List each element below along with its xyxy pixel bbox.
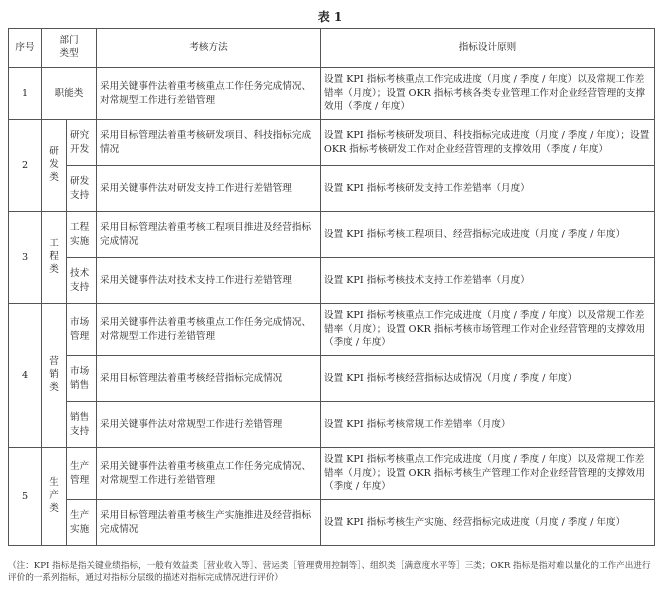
row-seq: 5: [9, 448, 42, 546]
table-row: [9, 402, 655, 448]
dept-type-text: 生产类: [49, 477, 59, 514]
dept-type: [42, 212, 67, 304]
dept-type: 职能类: [42, 68, 97, 120]
table-row: [9, 212, 655, 258]
sub-type: 市场销售: [67, 356, 97, 402]
header-row: [9, 29, 655, 68]
table-row: [9, 68, 655, 120]
method-cell: 采用关键事件法对常规型工作进行差错管理: [97, 402, 321, 448]
sub-type: 生产实施: [67, 500, 97, 546]
table-row: [9, 304, 655, 356]
dept-type-text: 工程类: [49, 238, 59, 275]
dept-type-text: 研发类: [49, 146, 59, 183]
table-row: [9, 448, 655, 500]
principle-cell: 设置 KPI 指标考核经营指标达成情况（月度 / 季度 / 年度）: [321, 356, 655, 402]
principle-cell: 设置 KPI 指标考核生产实施、经营指标完成进度（月度 / 季度 / 年度）: [321, 500, 655, 546]
row-seq: 3: [9, 212, 42, 304]
header-seq: 序号: [9, 29, 42, 68]
method-cell: 采用关键事件法对技术支持工作进行差错管理: [97, 258, 321, 304]
sub-type: 研发支持: [67, 166, 97, 212]
header-principle: 指标设计原则: [321, 29, 655, 68]
table-row: [9, 120, 655, 166]
row-seq: 2: [9, 120, 42, 212]
principle-cell: 设置 KPI 指标考核研发支持工作差错率（月度）: [321, 166, 655, 212]
dept-type: [42, 304, 67, 448]
sub-type: 市场管理: [67, 304, 97, 356]
principle-cell: 设置 KPI 指标考核工程项目、经营指标完成进度（月度 / 季度 / 年度）: [321, 212, 655, 258]
principle-cell: 设置 KPI 指标考核重点工作完成进度（月度 / 季度 / 年度）以及常规工作差错率（月度）；设置 OKR 指标考核各类专业管理工作对企业经营管理的支撑效用（季度 / 年度）: [321, 68, 655, 120]
table-row: [9, 258, 655, 304]
sub-type: 研究开发: [67, 120, 97, 166]
row-seq: 1: [9, 68, 42, 120]
principle-cell: 设置 KPI 指标考核研发项目、科技指标完成进度（月度 / 季度 / 年度）；设置 OKR 指标考核研发工作对企业经营管理的支撑效用（季度 / 年度）: [321, 120, 655, 166]
method-cell: 采用目标管理法着重考核研发项目、科技指标完成情况: [97, 120, 321, 166]
method-cell: 采用关键事件法着重考核重点工作任务完成情况、对常规型工作进行差错管理: [97, 68, 321, 120]
table-row: [9, 356, 655, 402]
dept-type: [42, 120, 67, 212]
row-seq: 4: [9, 304, 42, 448]
principle-cell: 设置 KPI 指标考核重点工作完成进度（月度 / 季度 / 年度）以及常规工作差错率（月度）；设置 OKR 指标考核生产管理工作对企业经营管理的支撑效用（季度 / 年度）: [321, 448, 655, 500]
sub-type: 技术支持: [67, 258, 97, 304]
table-title: 表 1: [317, 10, 343, 24]
sub-type: 生产管理: [67, 448, 97, 500]
principle-cell: 设置 KPI 指标考核技术支持工作差错率（月度）: [321, 258, 655, 304]
assessment-table: [8, 28, 655, 546]
principle-cell: 设置 KPI 指标考核常规工作差错率（月度）: [321, 402, 655, 448]
dept-type-text: 营销类: [49, 356, 59, 393]
sub-type: 工程实施: [67, 212, 97, 258]
table-footnote: （注：KPI 指标是指关键业绩指标，一般有效益类［营业收入等］、营运类［管理费用控制等］、组织类［满意度水平等］三类；OKR 指标是指对难以量化的工作产出进行评价的一系列指标，通过对指标分层级的描述对指标完成情况进行评价）: [8, 561, 651, 583]
method-cell: 采用目标管理法着重考核经营指标完成情况: [97, 356, 321, 402]
dept-type: [42, 448, 67, 546]
method-cell: 采用关键事件法着重考核重点工作任务完成情况、对常规型工作进行差错管理: [97, 448, 321, 500]
sub-type: 销售支持: [67, 402, 97, 448]
header-dept-type: 部门 类型: [42, 29, 97, 68]
method-cell: 采用关键事件法对研发支持工作进行差错管理: [97, 166, 321, 212]
header-method: 考核方法: [97, 29, 321, 68]
method-cell: 采用目标管理法着重考核工程项目推进及经营指标完成情况: [97, 212, 321, 258]
principle-cell: 设置 KPI 指标考核重点工作完成进度（月度 / 季度 / 年度）以及常规工作差错率（月度）；设置 OKR 指标考核市场管理工作对企业经营管理的支撑效用（季度 / 年度）: [321, 304, 655, 356]
method-cell: 采用目标管理法着重考核生产实施推进及经营指标完成情况: [97, 500, 321, 546]
table-row: [9, 166, 655, 212]
table-row: [9, 500, 655, 546]
method-cell: 采用关键事件法着重考核重点工作任务完成情况、对常规型工作进行差错管理: [97, 304, 321, 356]
